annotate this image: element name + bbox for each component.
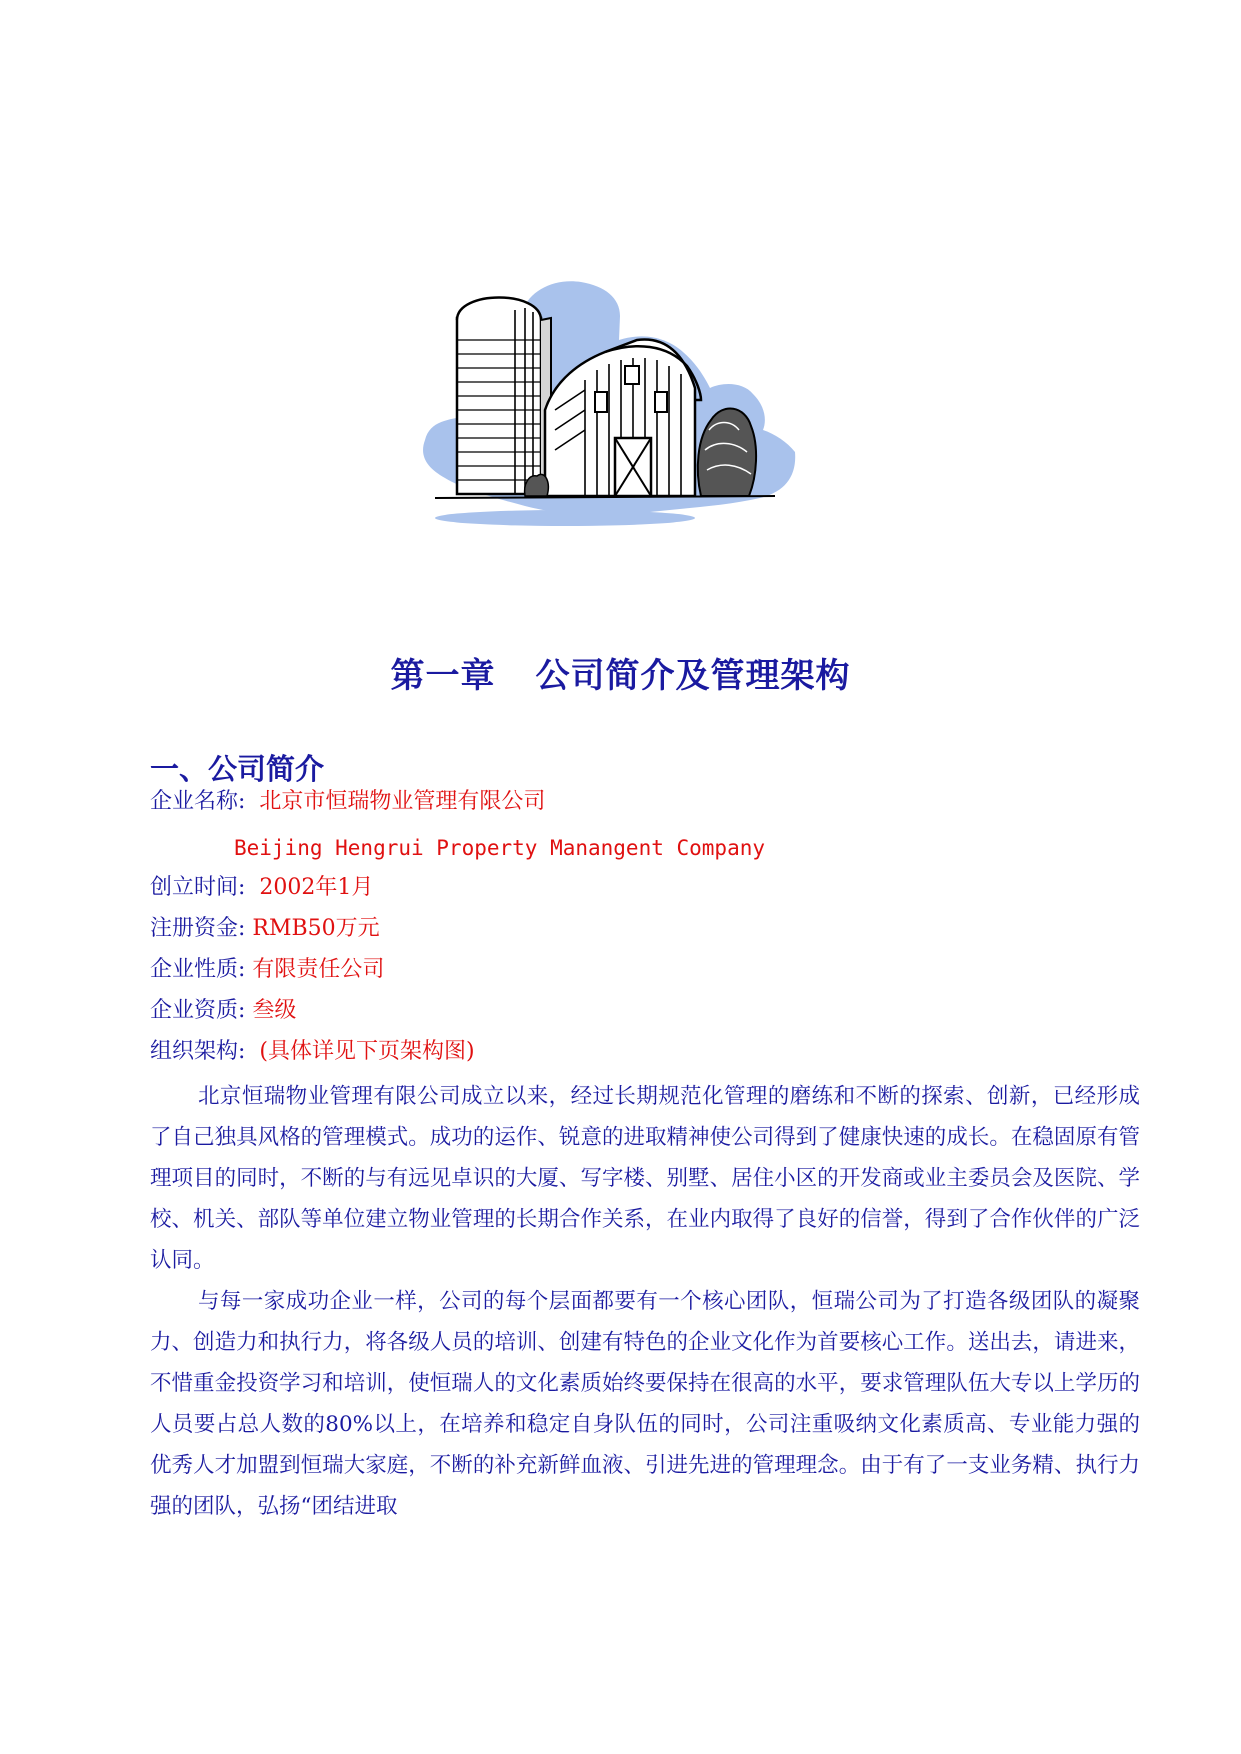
nature-label: 企业性质: bbox=[150, 957, 246, 982]
capital-row bbox=[150, 914, 380, 944]
structure-row bbox=[150, 1037, 475, 1067]
section-title: 一、公司简介 bbox=[150, 752, 325, 786]
chapter-number: 第一章 bbox=[390, 656, 496, 696]
nature-row bbox=[150, 955, 384, 985]
capital-label: 注册资金: bbox=[150, 916, 246, 941]
founded-row bbox=[150, 873, 373, 903]
nature-value: 有限责任公司 bbox=[252, 957, 385, 982]
founded-label: 创立时间: bbox=[150, 875, 246, 900]
chapter-heading: 公司简介及管理架构 bbox=[535, 656, 851, 696]
qualification-value: 叁级 bbox=[252, 998, 297, 1023]
qualification-label: 企业资质: bbox=[150, 998, 246, 1023]
intro-paragraph-2: 与每一家成功企业一样，公司的每个层面都要有一个核心团队，恒瑞公司为了打造各级团队的凝聚力、创造力和执行力，将各级人员的培训、创建有特色的企业文化作为首要核心工作。送出去，请进来，不惜重金投资学习和培训，使恒瑞人的文化素质始终要保持在很高的水平，要求管理队伍大专以上学历的人员要占总人数的80%以上，在培养和稳定自身队伍的同时，公司注重吸纳文化素质高、专业能力强的优秀人才加盟到恒瑞大家庭，不断的补充新鲜血液、引进先进的管理理念。由于有了一支业务精、执行力强的团队，弘扬“团结进取 bbox=[150, 1289, 1140, 1519]
company-name-label: 企业名称: bbox=[150, 789, 246, 814]
company-name-row bbox=[150, 787, 545, 817]
founded-value: 2002年1月 bbox=[259, 875, 374, 900]
intro-paragraph-1: 北京恒瑞物业管理有限公司成立以来，经过长期规范化管理的磨练和不断的探索、创新，已经形成了自己独具风格的管理模式。成功的运作、锐意的进取精神使公司得到了健康快速的成长。在稳固原有管理项目的同时，不断的与有远见卓识的大厦、写字楼、别墅、居住小区的开发商或业主委员会及医院、学校、机关、部队等单位建立物业管理的长期合作关系，在业内取得了良好的信誉，得到了合作伙伴的广泛认同。 bbox=[150, 1084, 1140, 1273]
company-name-value: 北京市恒瑞物业管理有限公司 bbox=[259, 789, 546, 814]
capital-value: RMB50万元 bbox=[252, 916, 380, 941]
structure-value: (具体详见下页架构图) bbox=[259, 1039, 475, 1064]
structure-label: 组织架构: bbox=[150, 1039, 246, 1064]
company-name-english: Beijing Hengrui Property Manangent Company bbox=[234, 836, 766, 860]
barn-silo-illustration bbox=[405, 270, 800, 535]
chapter-title bbox=[0, 648, 1241, 697]
qualification-row bbox=[150, 996, 296, 1026]
